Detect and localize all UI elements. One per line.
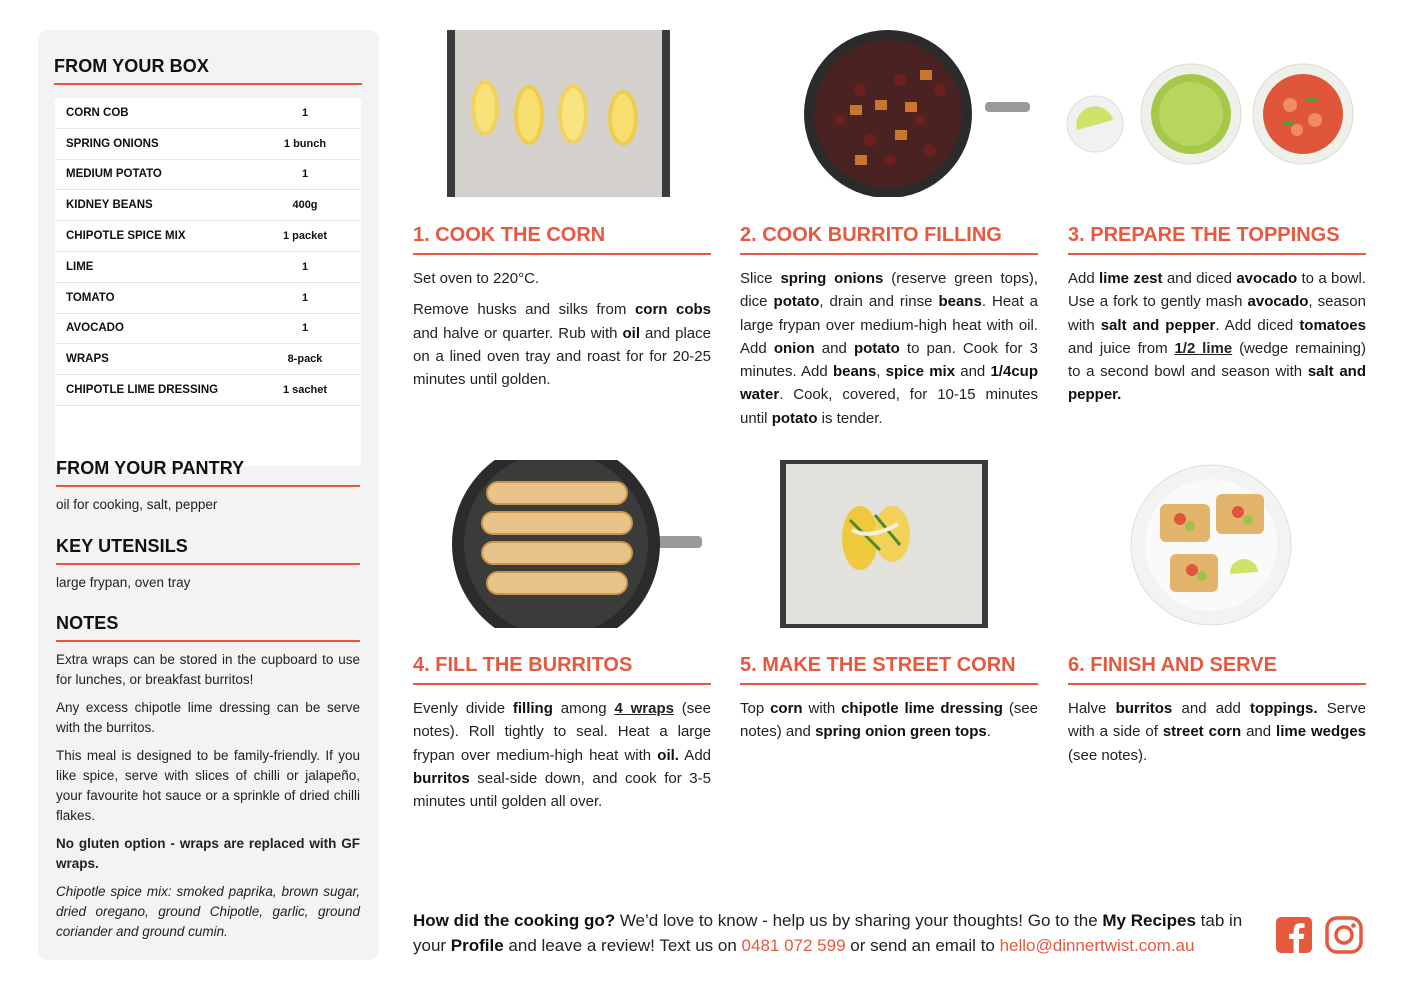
step-title: 3. PREPARE THE TOPPINGS [1068, 224, 1366, 255]
pantry-heading: FROM YOUR PANTRY [56, 458, 360, 487]
step-3 [1068, 224, 1366, 407]
ingredient-row [55, 98, 361, 129]
step-title: 2. COOK BURRITO FILLING [740, 224, 1038, 255]
note-item: Chipotle spice mix: smoked paprika, brown sugar, dried oregano, ground Chipotle, garlic, ground coriander and ground cumin. [56, 884, 360, 939]
finished-burritos-plate-image [1130, 464, 1294, 626]
burrito-filling-pan-image [780, 30, 1030, 197]
ingredient-row [55, 344, 361, 375]
ingredient-row [55, 221, 361, 252]
step-body: Set oven to 220°C. Remove husks and silks from corn cobs and halve or quarter. Rub with oil and place on a lined oven tray and roast for for 20-25 minutes until golden. [413, 270, 711, 389]
ingredient-name: MEDIUM POTATO [66, 168, 162, 181]
burritos-pan-image [452, 460, 702, 628]
footer-text: and leave a review! Text us on [503, 936, 742, 955]
ingredient-qty: 1 bunch [283, 137, 327, 150]
footer-text: We’d love to know - help us by sharing your thoughts! Go to the [615, 911, 1103, 930]
ingredient-name: LIME [66, 260, 94, 273]
sidebar [38, 30, 379, 960]
ingredient-qty: 8-pack [287, 353, 323, 366]
ingredient-name: CORN COB [66, 106, 129, 119]
step-body: Slice spring onions (reserve green tops), dice potato, drain and rinse beans. Heat a large frypan over medium-high heat with oil. Add onion and potato to pan. Cook for 3 minutes. Add beans, spice mix and 1/4cup water. Cook, covered, for 10-15 minutes until potato is tender. [740, 270, 1039, 427]
feedback-question: How did the cooking go? [413, 911, 616, 930]
ingredient-qty: 400g [292, 199, 318, 212]
step-4 [413, 654, 711, 813]
feedback-footer [413, 908, 1263, 958]
ingredient-name: TOMATO [66, 291, 115, 304]
phone-link[interactable]: 0481 072 599 [741, 936, 846, 955]
step-body: Evenly divide filling among 4 wraps (see notes). Roll tightly to seal. Heat a large frypan over medium-high heat with oil. Add burritos seal-side down, and cook for 3-5 minutes until golden all over. [413, 700, 712, 811]
ingredient-qty: 1 packet [282, 230, 328, 243]
step-title: 6. FINISH AND SERVE [1068, 654, 1366, 685]
step-title: 4. FILL THE BURRITOS [413, 654, 711, 685]
utensils-section [56, 536, 360, 593]
ingredients-table [55, 98, 361, 466]
ingredient-row [55, 375, 361, 406]
street-corn-tray-image [780, 460, 988, 628]
notes-section [56, 613, 360, 942]
ingredient-name: KIDNEY BEANS [66, 199, 153, 212]
email-link[interactable]: hello@dinnertwist.com.au [999, 936, 1195, 955]
ingredient-qty: 1 [301, 260, 309, 273]
step-2 [740, 224, 1038, 430]
footer-text: tab in your [413, 911, 1243, 955]
utensils-heading: KEY UTENSILS [56, 536, 360, 565]
ingredient-row [55, 283, 361, 314]
note-item: Any excess chipotle lime dressing can be serve with the burritos. [56, 700, 360, 735]
ingredient-qty: 1 sachet [282, 384, 328, 397]
step-1 [413, 224, 711, 391]
pantry-section [56, 458, 360, 515]
step-5 [740, 654, 1038, 744]
toppings-bowls-image [1065, 60, 1360, 168]
step-title: 1. COOK THE CORN [413, 224, 711, 255]
note-item: This meal is designed to be family-friendly. If you like spice, serve with slices of chilli or jalapeño, your favourite hot sauce or a sprinkle of dried chilli flakes. [56, 748, 360, 823]
ingredient-row [55, 252, 361, 283]
from-your-box-heading: FROM YOUR BOX [54, 56, 362, 85]
ingredient-qty: 1 [301, 106, 309, 119]
ingredient-row [55, 160, 361, 191]
step-6 [1068, 654, 1366, 767]
ingredient-name: AVOCADO [66, 322, 124, 335]
step-body: Top corn with chipotle lime dressing (see notes) and spring onion green tops. [740, 700, 1038, 741]
ingredient-row [55, 129, 361, 160]
notes-heading: NOTES [56, 613, 360, 642]
utensils-text: large frypan, oven tray [56, 575, 191, 590]
note-item: Extra wraps can be stored in the cupboard to use for lunches, or breakfast burritos! [56, 652, 360, 687]
ingredient-name: WRAPS [66, 353, 109, 366]
ingredient-qty: 1 [301, 168, 309, 181]
ingredient-qty: 1 [301, 291, 309, 304]
ingredient-name: CHIPOTLE SPICE MIX [66, 230, 186, 243]
pantry-text: oil for cooking, salt, pepper [56, 497, 218, 512]
ingredient-row [55, 190, 361, 221]
step-title: 5. MAKE THE STREET CORN [740, 654, 1038, 685]
footer-text: or send an email to [845, 936, 1000, 955]
ingredient-qty: 1 [301, 322, 309, 335]
step-body: Halve burritos and add toppings. Serve with a side of street corn and lime wedges (see notes). [1068, 700, 1367, 764]
my-recipes-link[interactable]: My Recipes [1102, 911, 1196, 930]
ingredient-name: SPRING ONIONS [66, 137, 159, 150]
facebook-icon[interactable] [1275, 916, 1313, 954]
ingredient-name: CHIPOTLE LIME DRESSING [66, 384, 219, 397]
step-body: Add lime zest and diced avocado to a bowl. Use a fork to gently mash avocado, season with salt and pepper. Add diced tomatoes and juice from 1/2 lime (wedge remaining) to a second bowl and season with salt and pepper. [1068, 270, 1367, 404]
profile-link[interactable]: Profile [450, 936, 504, 955]
instagram-icon[interactable] [1325, 916, 1363, 954]
note-item: No gluten option - wraps are replaced with GF wraps. [56, 836, 360, 871]
ingredient-row [55, 314, 361, 345]
corn-on-tray-image [447, 30, 670, 197]
